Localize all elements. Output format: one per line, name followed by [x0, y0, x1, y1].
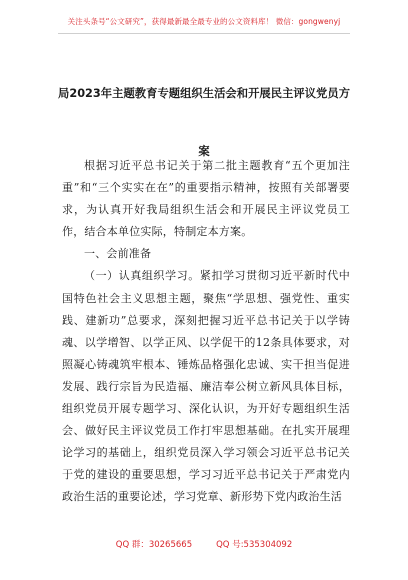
footer-contacts — [0, 538, 408, 550]
footer-qq-group: QQ 群：30265665 — [115, 540, 193, 550]
document-body — [62, 155, 350, 509]
footer-qq-number: QQ 号:535304092 — [216, 540, 293, 550]
header-divider — [58, 33, 350, 34]
section-heading-preparation: 一、会前准备 — [84, 247, 152, 261]
paragraph-study: （一）认真组织学习。紧扣学习贯彻习近平新时代中国特色社会主义思想主题，聚焦“学思想、强党性、重实践、建新功”总要求，深刻把握习近平总书记关于以学铸魂、以学增智、以学正风、以学促干的12条具体要求，对照凝心铸魂筑牢根本、锤炼品格强化忠诚、实干担当促进发展、践行宗旨为民造福、廉洁奉公树立新风具体目标，组织党员开展专题学习、深化认识，为开好专题组织生活会、做好民主评议党员工作打牢思想基础。在扎实开展理论学习的基础上，组织党员深入学习领会习近平总书记关于党的建设的重要思想，学习习近平总书记关于严肃党内政治生活的重要论述，学习党章、新形势下党内政治生活 — [62, 269, 350, 504]
header-promo-note: 关注头条号“公文研究”，获得最新最全最专业的公文资料库！ 微信：gongwenyj — [67, 17, 341, 26]
paragraph-intro: 根据习近平总书记关于第二批主题教育“五个更加注重”和“三个实实在在”的重要指示精神，按照有关部署要求，为认真开好我局组织生活会和开展民主评议党员工作，结合本单位实际，特制定本方案。 — [62, 159, 350, 239]
document-title: 局2023年主题教育专题组织生活会和开展民主评议党员方案 — [58, 87, 350, 158]
